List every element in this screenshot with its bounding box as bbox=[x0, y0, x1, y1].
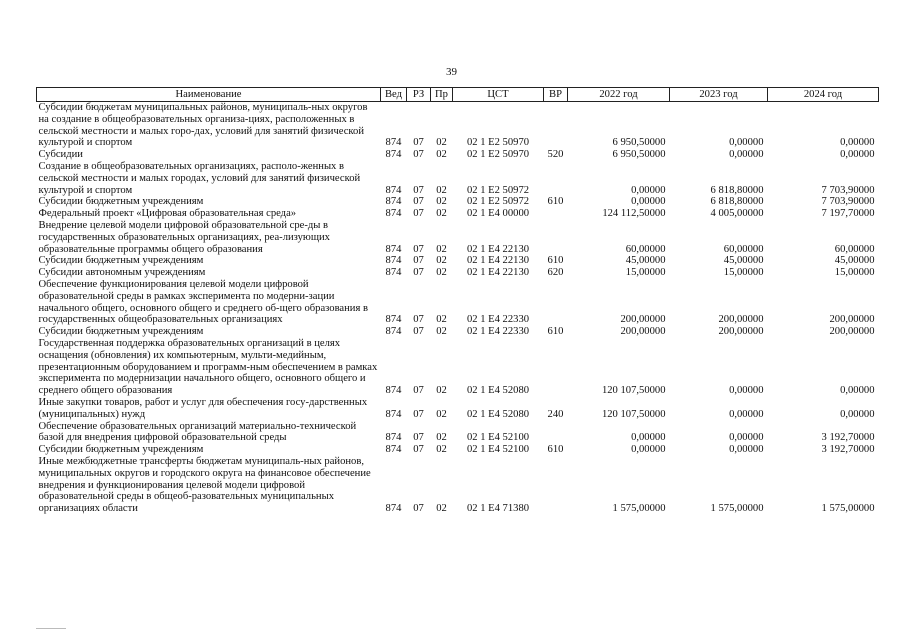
cell-vr bbox=[544, 279, 568, 326]
cell-cst: 02 1 E4 52080 bbox=[466, 385, 530, 397]
cell-2022: 0,00000 bbox=[631, 432, 666, 444]
cell-2023: 1 575,00000 bbox=[710, 503, 764, 515]
cell-pr: 02 bbox=[436, 385, 447, 397]
cell-2022: 200,00000 bbox=[620, 326, 666, 338]
cell-vr bbox=[544, 208, 568, 220]
cell-ved: 874 bbox=[385, 208, 402, 220]
cell-pr: 02 bbox=[436, 196, 447, 208]
cell-2022: 60,00000 bbox=[625, 243, 666, 255]
cell-2024: 200,00000 bbox=[829, 326, 875, 338]
cell-cst: 02 1 E2 50970 bbox=[466, 149, 530, 161]
cell-rz: 07 bbox=[413, 243, 424, 255]
table-row bbox=[37, 397, 879, 421]
table-body bbox=[37, 102, 879, 515]
cell-2024: 15,00000 bbox=[834, 267, 875, 279]
cell-cst: 02 1 E4 22330 bbox=[466, 326, 530, 338]
cell-2023: 200,00000 bbox=[718, 326, 764, 338]
cell-2024: 0,00000 bbox=[840, 149, 875, 161]
cell-rz: 07 bbox=[413, 184, 424, 196]
cell-2023: 45,00000 bbox=[723, 255, 764, 267]
cell-cst: 02 1 E2 50972 bbox=[466, 184, 530, 196]
cell-name: Субсидии бюджетным учреждениям bbox=[38, 444, 204, 456]
cell-2024: 0,00000 bbox=[840, 408, 875, 420]
cell-2022: 0,00000 bbox=[631, 196, 666, 208]
cell-name: Внедрение целевой модели цифровой образовательной сре-ды в государственных образовательных организациях, реа-лизующих образовательные программы общего образования bbox=[38, 219, 330, 255]
cell-pr: 02 bbox=[436, 444, 447, 456]
cell-2024: 0,00000 bbox=[840, 137, 875, 149]
header-2024: 2024 год bbox=[768, 88, 879, 102]
cell-rz: 07 bbox=[413, 326, 424, 338]
cell-pr: 02 bbox=[436, 208, 447, 220]
cell-2022: 6 950,50000 bbox=[612, 149, 666, 161]
cell-name: Иные межбюджетные трансферты бюджетам муниципаль-ных районов, муниципальных округов и городского округа на финансовое обеспечение внедрения и функционирования целевой модели цифровой образовательной среды в общеоб-разовательных муниципальных организациях области bbox=[38, 455, 371, 515]
table-row bbox=[37, 196, 879, 208]
cell-name: Субсидии бюджетным учреждениям bbox=[38, 255, 204, 267]
cell-2024: 1 575,00000 bbox=[821, 503, 875, 515]
table-row bbox=[37, 421, 879, 445]
cell-pr: 02 bbox=[436, 326, 447, 338]
cell-2023: 60,00000 bbox=[723, 243, 764, 255]
header-rz: РЗ bbox=[407, 88, 431, 102]
cell-vr bbox=[544, 421, 568, 445]
header-vr: ВР bbox=[544, 88, 568, 102]
table-row bbox=[37, 161, 879, 196]
cell-rz: 07 bbox=[413, 255, 424, 267]
table-row bbox=[37, 102, 879, 150]
cell-2022: 0,00000 bbox=[631, 444, 666, 456]
cell-2022: 120 107,50000 bbox=[601, 385, 666, 397]
cell-vr bbox=[544, 161, 568, 196]
cell-rz: 07 bbox=[413, 432, 424, 444]
cell-ved: 874 bbox=[385, 137, 402, 149]
table-row bbox=[37, 456, 879, 515]
cell-name: Субсидии бюджетным учреждениям bbox=[38, 196, 204, 208]
cell-rz: 07 bbox=[413, 503, 424, 515]
cell-ved: 874 bbox=[385, 326, 402, 338]
header-cst: ЦСТ bbox=[453, 88, 544, 102]
cell-cst: 02 1 E4 52100 bbox=[466, 444, 530, 456]
cell-pr: 02 bbox=[436, 149, 447, 161]
table-row bbox=[37, 279, 879, 326]
cell-name: Государственная поддержка образовательных организаций в целях оснащения (обновления) их компьютерным, мульти-медийным, презентационным оборудованием и программ-ным обеспечением в рамках эксперимента по модернизации начального общего, основного общего и среднего общего образования bbox=[38, 337, 378, 397]
cell-2024: 3 192,70000 bbox=[821, 444, 875, 456]
cell-2023: 0,00000 bbox=[729, 408, 764, 420]
cell-2022: 15,00000 bbox=[625, 267, 666, 279]
cell-rz: 07 bbox=[413, 267, 424, 279]
cell-ved: 874 bbox=[385, 444, 402, 456]
cell-pr: 02 bbox=[436, 267, 447, 279]
cell-vr bbox=[544, 102, 568, 150]
cell-name: Обеспечение функционирования целевой модели цифровой образовательной среды в рамках эксперимента по модерни-зации начального общего, основного общего и среднего об-щего образования в государственных общеобразовательных организациях bbox=[38, 278, 368, 326]
table-row bbox=[37, 220, 879, 255]
cell-vr: 520 bbox=[547, 149, 564, 161]
cell-cst: 02 1 E4 71380 bbox=[466, 503, 530, 515]
table-row bbox=[37, 326, 879, 338]
table-row bbox=[37, 255, 879, 267]
cell-2023: 15,00000 bbox=[723, 267, 764, 279]
cell-ved: 874 bbox=[385, 385, 402, 397]
cell-vr: 610 bbox=[547, 255, 564, 267]
cell-vr: 240 bbox=[547, 408, 564, 420]
cell-ved: 874 bbox=[385, 255, 402, 267]
cell-ved: 874 bbox=[385, 184, 402, 196]
table-row bbox=[37, 444, 879, 456]
cell-rz: 07 bbox=[413, 408, 424, 420]
cell-2022: 200,00000 bbox=[620, 314, 666, 326]
table-row bbox=[37, 338, 879, 397]
cell-2023: 0,00000 bbox=[729, 149, 764, 161]
cell-name: Создание в общеобразовательных организациях, располо-женных в сельской местности и малых городах, условий для занятий физической культурой и спортом bbox=[38, 160, 361, 196]
cell-name: Федеральный проект «Цифровая образовательная среда» bbox=[38, 208, 297, 220]
cell-pr: 02 bbox=[436, 255, 447, 267]
cell-name: Обеспечение образовательных организаций материально-технической базой для внедрения цифровой образовательной среды bbox=[38, 420, 357, 444]
cell-ved: 874 bbox=[385, 408, 402, 420]
cell-cst: 02 1 E4 22130 bbox=[466, 255, 530, 267]
cell-vr: 610 bbox=[547, 444, 564, 456]
cell-cst: 02 1 E4 22330 bbox=[466, 314, 530, 326]
cell-2022: 0,00000 bbox=[631, 184, 666, 196]
cell-rz: 07 bbox=[413, 385, 424, 397]
cell-name: Иные закупки товаров, работ и услуг для обеспечения госу-дарственных (муниципальных) нужд bbox=[38, 396, 368, 420]
cell-2022: 124 112,50000 bbox=[602, 208, 666, 220]
cell-cst: 02 1 E4 52080 bbox=[466, 408, 530, 420]
header-ved: Вед bbox=[381, 88, 407, 102]
cell-rz: 07 bbox=[413, 196, 424, 208]
cell-pr: 02 bbox=[436, 184, 447, 196]
cell-ved: 874 bbox=[385, 314, 402, 326]
table-header bbox=[37, 88, 879, 102]
cell-2024: 7 703,90000 bbox=[821, 184, 875, 196]
cell-name: Субсидии автономным учреждениям bbox=[38, 267, 206, 279]
cell-2022: 45,00000 bbox=[625, 255, 666, 267]
page-number: 39 bbox=[446, 66, 457, 78]
cell-vr bbox=[544, 338, 568, 397]
cell-2023: 6 818,80000 bbox=[710, 196, 764, 208]
cell-cst: 02 1 E2 50970 bbox=[466, 137, 530, 149]
cell-cst: 02 1 E4 00000 bbox=[466, 208, 530, 220]
table-row bbox=[37, 149, 879, 161]
cell-ved: 874 bbox=[385, 267, 402, 279]
header-2022: 2022 год bbox=[568, 88, 670, 102]
cell-vr bbox=[544, 220, 568, 255]
cell-2024: 7 703,90000 bbox=[821, 196, 875, 208]
cell-pr: 02 bbox=[436, 503, 447, 515]
cell-name: Субсидии бюджетным учреждениям bbox=[38, 326, 204, 338]
cell-pr: 02 bbox=[436, 243, 447, 255]
table-row bbox=[37, 267, 879, 279]
table-row bbox=[37, 208, 879, 220]
cell-2024: 45,00000 bbox=[834, 255, 875, 267]
cell-vr: 610 bbox=[547, 326, 564, 338]
cell-2023: 4 005,00000 bbox=[710, 208, 764, 220]
cell-ved: 874 bbox=[385, 503, 402, 515]
cell-2023: 200,00000 bbox=[718, 314, 764, 326]
cell-2024: 7 197,70000 bbox=[821, 208, 875, 220]
cell-pr: 02 bbox=[436, 408, 447, 420]
cell-2022: 120 107,50000 bbox=[601, 408, 666, 420]
cell-cst: 02 1 E4 22130 bbox=[466, 267, 530, 279]
header-2023: 2023 год bbox=[670, 88, 768, 102]
cell-rz: 07 bbox=[413, 208, 424, 220]
cell-2022: 6 950,50000 bbox=[612, 137, 666, 149]
cell-2023: 0,00000 bbox=[729, 137, 764, 149]
budget-table bbox=[36, 87, 879, 515]
cell-2023: 0,00000 bbox=[729, 444, 764, 456]
cell-ved: 874 bbox=[385, 149, 402, 161]
cell-cst: 02 1 E4 52100 bbox=[466, 432, 530, 444]
cell-vr bbox=[544, 456, 568, 515]
header-row bbox=[37, 88, 879, 102]
cell-cst: 02 1 E4 22130 bbox=[466, 243, 530, 255]
cell-2024: 200,00000 bbox=[829, 314, 875, 326]
cell-cst: 02 1 E2 50972 bbox=[466, 196, 530, 208]
cell-rz: 07 bbox=[413, 444, 424, 456]
cell-2023: 0,00000 bbox=[729, 385, 764, 397]
cell-2023: 6 818,80000 bbox=[710, 184, 764, 196]
cell-2023: 0,00000 bbox=[729, 432, 764, 444]
cell-vr: 620 bbox=[547, 267, 564, 279]
cell-pr: 02 bbox=[436, 137, 447, 149]
cell-rz: 07 bbox=[413, 149, 424, 161]
cell-ved: 874 bbox=[385, 243, 402, 255]
cell-2022: 1 575,00000 bbox=[612, 503, 666, 515]
header-name: Наименование bbox=[37, 88, 381, 102]
cell-name: Субсидии bbox=[38, 149, 83, 161]
cell-2024: 0,00000 bbox=[840, 385, 875, 397]
cell-2024: 60,00000 bbox=[834, 243, 875, 255]
cell-name: Субсидии бюджетам муниципальных районов, муниципаль-ных округов на создание в общеобразовательных организа-циях, расположенных в сельской местности и малых горо-дах, условий для занятий физической культурой и спортом bbox=[38, 102, 368, 149]
divider bbox=[36, 628, 66, 629]
cell-ved: 874 bbox=[385, 432, 402, 444]
header-pr: Пр bbox=[431, 88, 453, 102]
cell-pr: 02 bbox=[436, 314, 447, 326]
cell-pr: 02 bbox=[436, 432, 447, 444]
cell-vr: 610 bbox=[547, 196, 564, 208]
cell-rz: 07 bbox=[413, 137, 424, 149]
cell-ved: 874 bbox=[385, 196, 402, 208]
cell-2024: 3 192,70000 bbox=[821, 432, 875, 444]
cell-rz: 07 bbox=[413, 314, 424, 326]
